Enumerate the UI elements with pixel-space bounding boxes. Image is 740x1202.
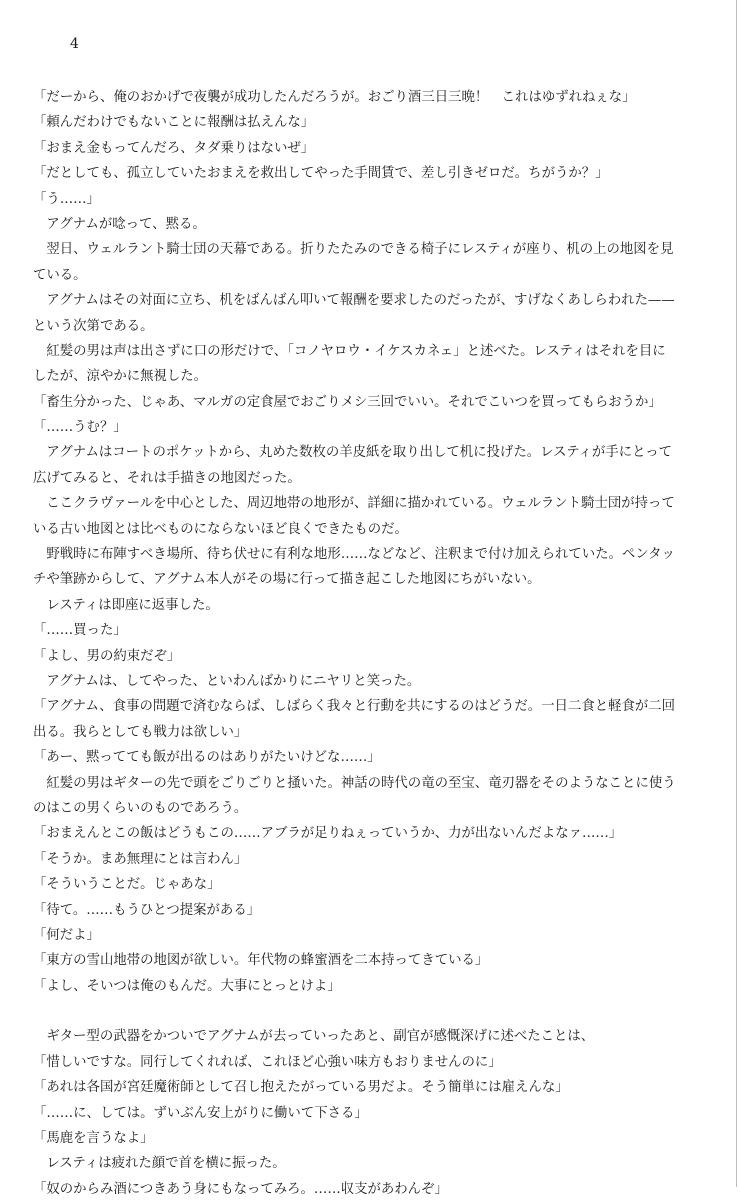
text-line: 「……買った」 bbox=[33, 623, 127, 639]
page-edge-rule bbox=[736, 0, 737, 1187]
text-line: 「そうか。まあ無理にとは言わん」 bbox=[33, 851, 248, 867]
page-number: 4 bbox=[70, 36, 79, 52]
text-line: 「……うむ？」 bbox=[33, 420, 127, 436]
text-line: 「う……」 bbox=[33, 191, 100, 207]
text-line: 「待て。……もうひとつ提案がある」 bbox=[33, 902, 261, 918]
text-line: いる古い地図とは比べものにならないほど良くできたものだ。 bbox=[33, 521, 408, 537]
text-line: 「おまえ金もってんだろ、タダ乗りはないぜ」 bbox=[33, 140, 315, 156]
text-line: 「何だよ」 bbox=[33, 927, 100, 943]
text-line: 「アグナム、食事の問題で済むならば、しばらく我々と行動を共にするのはどうだ。一日二食と軽食が二回 bbox=[33, 699, 676, 715]
text-line: 「畜生分かった、じゃあ、マルガの定食屋でおごりメシ三回でいい。それでこいつを買ってもらおうか」 bbox=[33, 394, 662, 410]
text-line: 「よし、そいつは俺のもんだ。大事にとっとけよ」 bbox=[33, 978, 341, 994]
text-line: レスティは疲れた顔で首を横に振った。 bbox=[33, 1156, 286, 1172]
text-line: 「……に、しては。ずいぶん安上がりに働いて下さる」 bbox=[33, 1105, 368, 1121]
text-line: アグナムはコートのポケットから、丸めた数枚の羊皮紙を取り出して机に投げた。レスティが手にとって bbox=[33, 445, 672, 461]
text-line: アグナムはその対面に立ち、机をばんばん叩いて報酬を要求したのだったが、すげなくあしらわれた—— bbox=[33, 293, 675, 309]
text-line: ここクラヴァールを中心とした、周辺地帯の地形が、詳細に描かれている。ウェルラント騎士団が持って bbox=[33, 496, 675, 512]
text-line: 翌日、ウェルラント騎士団の天幕である。折りたたみのできる椅子にレスティが座り、机の上の地図を見 bbox=[33, 242, 674, 258]
text-line: 「よし、男の約束だぞ」 bbox=[33, 648, 181, 664]
text-line: 「あれは各国が宮廷魔術師として召し抱えたがっている男だよ。そう簡単には雇えんな」 bbox=[33, 1080, 569, 1096]
text-line: 紅髪の男はギターの先で頭をごりごりと掻いた。神話の時代の竜の至宝、竜刃器をそのようなことに使う bbox=[33, 775, 676, 791]
text-line bbox=[33, 999, 710, 1024]
text-line: 「奴のからみ酒につきあう身にもなってみろ。……収支があわんぞ」 bbox=[33, 1181, 448, 1197]
text-line: 「そういうことだ。じゃあな」 bbox=[33, 877, 221, 893]
text-line: 「惜しいですな。同行してくれれば、これほど心強い味方もおりませんのに」 bbox=[33, 1054, 502, 1070]
text-line: ギター型の武器をかついでアグナムが去っていったあと、副官が感慨深げに述べたことは、 bbox=[33, 1029, 595, 1045]
text-line: 「だーから、俺のおかげで夜襲が成功したんだろうが。おごり酒三日三晩！ これはゆずれねぇな」 bbox=[33, 90, 636, 105]
text-line: レスティは即座に返事した。 bbox=[33, 597, 219, 613]
text-line: チや筆跡からして、アグナム本人がその場に行って描き起こした地図にちがいない。 bbox=[33, 572, 541, 588]
text-line: 出る。我らとしても戦力は欲しい」 bbox=[33, 724, 248, 740]
text-line: 「馬鹿を言うなよ」 bbox=[33, 1131, 154, 1147]
text-line: 野戦時に布陣すべき場所、待ち伏せに有利な地形……などなど、注釈まで付け加えられていた。ペンタッ bbox=[33, 547, 675, 563]
text-line: のはこの男くらいのものであろう。 bbox=[33, 800, 248, 816]
text-line: 紅髪の男は声は出さずに口の形だけで、「コノヤロウ・イケスカネェ」と述べた。レスティはそれを目に bbox=[33, 343, 666, 359]
text-line: アグナムが唸って、黙る。 bbox=[33, 216, 206, 232]
text-line: アグナムは、してやった、といわんばかりにニヤリと笑った。 bbox=[33, 673, 421, 689]
body-text bbox=[33, 85, 710, 1202]
text-line: 「頼んだわけでもないことに報酬は払えんな」 bbox=[33, 115, 315, 131]
text-line: したが、涼やかに無視した。 bbox=[33, 369, 208, 385]
text-line: 「だとしても、孤立していたおまえを救出してやった手間賃で、差し引きゼロだ。ちがうか？」 bbox=[33, 166, 609, 182]
text-line: 「あー、黙ってても飯が出るのはありがたいけどな……」 bbox=[33, 750, 381, 766]
text-line: という次第である。 bbox=[33, 318, 154, 334]
text-line: 「おまえんとこの飯はどうもこの……アブラが足りねぇっていうか、力が出ないんだよなァ……」 bbox=[33, 826, 623, 842]
text-line: 広げてみると、それは手描きの地図だった。 bbox=[33, 470, 301, 486]
text-line: 「東方の雪山地帯の地図が欲しい。年代物の蜂蜜酒を二本持ってきている」 bbox=[33, 953, 489, 969]
text-line: ている。 bbox=[33, 267, 87, 283]
